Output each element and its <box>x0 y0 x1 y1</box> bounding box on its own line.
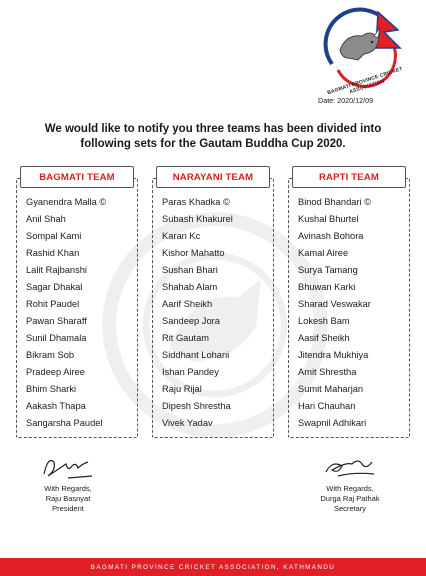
player: Avinash Bohora <box>298 231 364 241</box>
signatory-name: Raju Basnyat <box>45 494 91 503</box>
signatory-title: President <box>52 504 84 513</box>
player: Sushan Bhari <box>162 265 218 275</box>
signatory-title: Secretary <box>333 504 367 513</box>
player: Sumit Maharjan <box>298 384 364 394</box>
president-signature-block <box>28 450 108 514</box>
player: Sandeep Jora <box>162 316 220 326</box>
signature-regards: With Regards, <box>44 484 92 493</box>
secretary-signature-block <box>300 450 400 514</box>
player: Hari Chauhan <box>298 401 356 411</box>
player: Jitendra Mukhiya <box>298 350 369 360</box>
player: Raju Rijal <box>162 384 202 394</box>
player: Rohit Paudel <box>26 299 80 309</box>
player: Vivek Yadav <box>162 418 213 428</box>
player: Sagar Dhakal <box>26 282 83 292</box>
player: Lokesh Bam <box>298 316 350 326</box>
logo-text: BAGMATI PROVINCE CRICKET ASSOCIATION <box>326 66 404 97</box>
player: Pawan Sharaff <box>26 316 87 326</box>
team-header: BAGMATI TEAM <box>20 166 134 188</box>
player: Karan Kc <box>162 231 201 241</box>
player: Siddhant Lohani <box>162 350 230 360</box>
player: Sunil Dhamala <box>26 333 87 343</box>
player: Amit Shrestha <box>298 367 357 377</box>
player: Sangarsha Paudel <box>26 418 103 428</box>
notice-headline <box>30 122 396 152</box>
player: Dipesh Shrestha <box>162 401 231 411</box>
player: Paras Khadka © <box>162 197 230 207</box>
player: Rashid Khan <box>26 248 80 258</box>
player: Subash Khakurel <box>162 214 233 224</box>
headline-line-1: We would like to notify you three teams has been divided into <box>44 123 382 135</box>
team-rapti <box>288 166 410 436</box>
player: Sompal Kami <box>26 231 82 241</box>
signature-icon <box>38 450 98 484</box>
player: Aasif Sheikh <box>298 333 350 343</box>
player: Lalit Rajbanshi <box>26 265 87 275</box>
player: Aarif Sheikh <box>162 299 213 309</box>
player: Bhim Sharki <box>26 384 77 394</box>
footer-bar: BAGMATI PROVINCE CRICKET ASSOCIATION, KATHMANDU <box>0 558 426 576</box>
player: Rit Gautam <box>162 333 210 343</box>
player: Kushal Bhurtel <box>298 214 359 224</box>
player: Binod Bhandari © <box>298 197 372 207</box>
headline-line-2: following sets for the Gautam Buddha Cup 2020. <box>80 138 346 150</box>
player: Shahab Alam <box>162 282 218 292</box>
player: Anil Shah <box>26 214 66 224</box>
team-header: NARAYANI TEAM <box>156 166 270 188</box>
player: Bikram Sob <box>26 350 75 360</box>
team-header: RAPTI TEAM <box>292 166 406 188</box>
player: Kamal Airee <box>298 248 349 258</box>
player: Pradeep Airee <box>26 367 85 377</box>
player: Swapnil Adhikari <box>298 418 367 428</box>
signature-icon <box>318 450 382 484</box>
player: Gyanendra Malla © <box>26 197 107 207</box>
player: Kishor Mahatto <box>162 248 225 258</box>
player: Ishan Pandey <box>162 367 219 377</box>
player: Aakash Thapa <box>26 401 86 411</box>
notice-date: Date: 2020/12/09 <box>318 96 374 105</box>
team-narayani <box>152 166 274 436</box>
player: Surya Tamang <box>298 265 358 275</box>
signatory-name: Durga Raj Pathak <box>320 494 380 503</box>
signature-regards: With Regards, <box>326 484 374 493</box>
player: Bhuwan Karki <box>298 282 356 292</box>
player: Sharad Veswakar <box>298 299 371 309</box>
team-bagmati <box>16 166 138 436</box>
